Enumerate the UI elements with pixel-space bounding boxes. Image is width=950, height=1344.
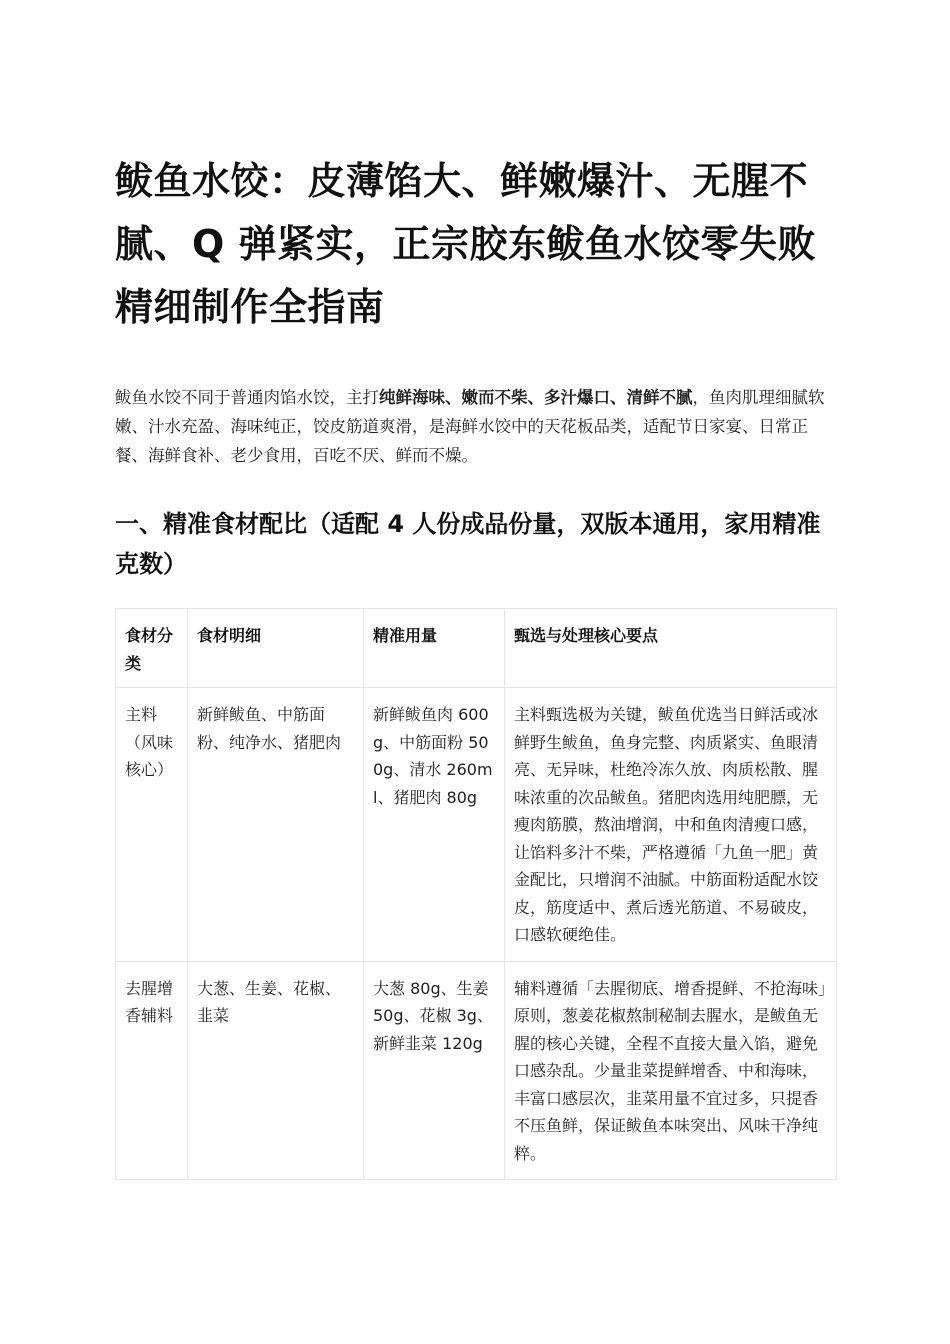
category-cell: 去腥增香辅料: [116, 961, 188, 1180]
amount-cell: 大葱 80g、生姜 50g、花椒 3g、新鲜韭菜 120g: [364, 961, 505, 1180]
document-page: [115, 150, 835, 1180]
table-header-cell: 食材明细: [188, 609, 364, 688]
items-cell: 大葱、生姜、花椒、韭菜: [188, 961, 364, 1180]
table-header-row: [116, 609, 837, 688]
ingredients-table: [115, 608, 837, 1180]
intro-paragraph: [115, 383, 835, 470]
notes-cell: 辅料遵循「去腥彻底、增香提鲜、不抢海味」原则，葱姜花椒熬制秘制去腥水，是鲅鱼无腥的核心关键，全程不直接大量入馅，避免口感杂乱。少量韭菜提鲜增香、中和海味，丰富口感层次，韭菜用量不宜过多，只提香不压鱼鲜，保证鲅鱼本味突出、风味干净纯粹。: [505, 961, 837, 1180]
page-title: 鲅鱼水饺：皮薄馅大、鲜嫩爆汁、无腥不腻、Q 弹紧实，正宗胶东鲅鱼水饺零失败精细制作全指南: [115, 159, 817, 329]
section-heading-ingredients: 一、精准食材配比（适配 4 人份成品份量，双版本通用，家用精准克数）: [115, 510, 821, 578]
table-header-cell: 甄选与处理核心要点: [505, 609, 837, 688]
amount-cell: 新鲜鲅鱼肉 600g、中筋面粉 500g、清水 260ml、猪肥肉 80g: [364, 688, 505, 962]
table-header-cell: 精准用量: [364, 609, 505, 688]
notes-cell: 主料甄选极为关键，鲅鱼优选当日鲜活或冰鲜野生鲅鱼，鱼身完整、肉质紧实、鱼眼清亮、无异味，杜绝冷冻久放、肉质松散、腥味浓重的次品鲅鱼。猪肥肉选用纯肥膘，无瘦肉筋膜，熬油增润，中和鱼肉清瘦口感，让馅料多汁不柴，严格遵循「九鱼一肥」黄金配比，只增润不油腻。中筋面粉适配水饺皮，筋度适中、煮后透光筋道、不易破皮，口感软硬绝佳。: [505, 688, 837, 962]
items-cell: 新鲜鲅鱼、中筋面粉、纯净水、猪肥肉: [188, 688, 364, 962]
intro-text-bold: 纯鲜海味、嫩而不柴、多汁爆口、清鲜不腻: [379, 388, 693, 407]
table-header-cell: 食材分类: [116, 609, 188, 688]
intro-text-after: ，鱼肉肌理细腻软嫩、汁水充盈、海味纯正，饺皮筋道爽滑，是海鲜水饺中的天花板品类，适配节日家宴、日常正餐、海鲜食补、老少食用，百吃不厌、鲜而不燥。: [115, 388, 825, 465]
intro-text-before: 鲅鱼水饺不同于普通肉馅水饺，主打: [115, 388, 379, 407]
table-row: [116, 961, 837, 1180]
category-cell: 主料（风味核心）: [116, 688, 188, 962]
table-row: [116, 688, 837, 962]
